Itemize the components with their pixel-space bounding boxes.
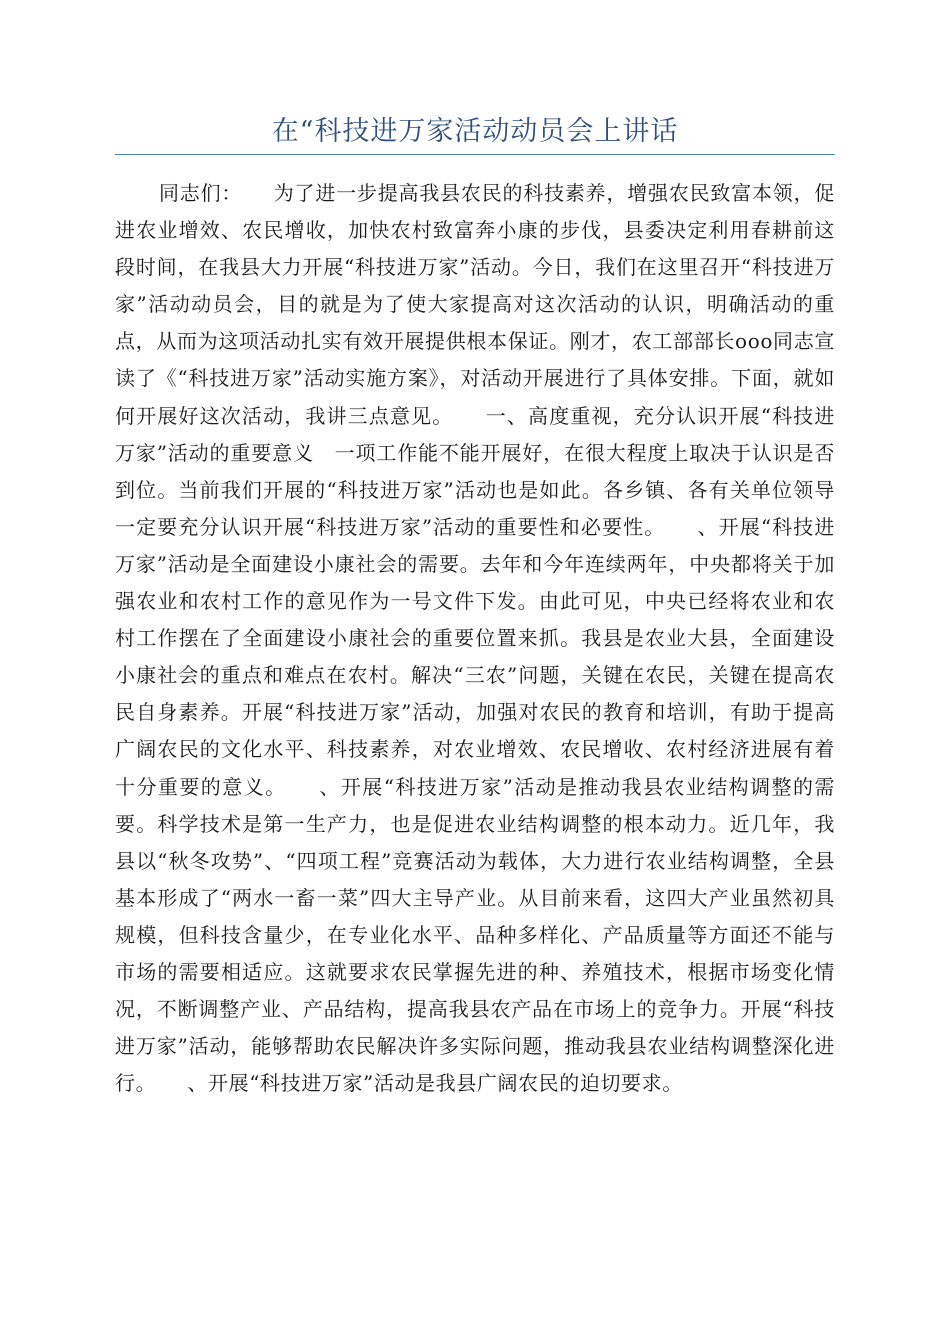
document-title: 在“科技进万家活动动员会上讲话 bbox=[271, 116, 679, 147]
body-paragraph: 同志们： 为了进一步提高我县农民的科技素养，增强农民致富本领，促进农业增效、农民增收，加快农村致富奔小康的步伐，县委决定利用春耕前这段时间，在我县大力开展“科技进万家”活动。今日，我们在这里召开“科技进万家”活动动员会，目的就是为了使大家提高对这次活动的认识，明确活动的重点，从而为这项活动扎实有效开展提供根本保证。刚才，农工部部长ooo同志宣读了《“科技进万家”活动实施方案》，对活动开展进行了具体安排。下面，就如何开展好这次活动，我讲三点意见。 一、高度重视，充分认识开展“科技进万家”活动的重要意义 一项工作能不能开展好，在很大程度上取决于认识是否到位。当前我们开展的“科技进万家”活动也是如此。各乡镇、各有关单位领导一定要充分认识开展“科技进万家”活动的重要性和必要性。 、开展“科技进万家”活动是全面建设小康社会的需要。去年和今年连续两年，中央都将关于加强农业和农村工作的意见作为一号文件下发。由此可见，中央已经将农业和农村工作摆在了全面建设小康社会的重要位置来抓。我县是农业大县，全面建设小康社会的重点和难点在农村。解决“三农”问题，关键在农民，关键在提高农民自身素养。开展“科技进万家”活动，加强对农民的教育和培训，有助于提高广阔农民的文化水平、科技素养，对农业增效、农民增收、农村经济进展有着十分重要的意义。 、开展“科技进万家”活动是推动我县农业结构调整的需要。科学技术是第一生产力，也是促进农业结构调整的根本动力。近几年，我县以“秋冬攻势”、“四项工程”竞赛活动为载体，大力进行农业结构调整，全县基本形成了“两水一畜一菜”四大主导产业。从目前来看，这四大产业虽然初具规模，但科技含量少，在专业化水平、品种多样化、产品质量等方面还不能与市场的需要相适应。这就要求农民掌握先进的种、养殖技术，根据市场变化情况，不断调整产业、产品结构，提高我县农产品在市场上的竞争力。开展“科技进万家”活动，能够帮助农民解决许多实际问题，推动我县农业结构调整深化进行。 、开展“科技进万家”活动是我县广阔农民的迫切要求。 bbox=[115, 181, 835, 1096]
title-underline-divider bbox=[115, 154, 835, 155]
